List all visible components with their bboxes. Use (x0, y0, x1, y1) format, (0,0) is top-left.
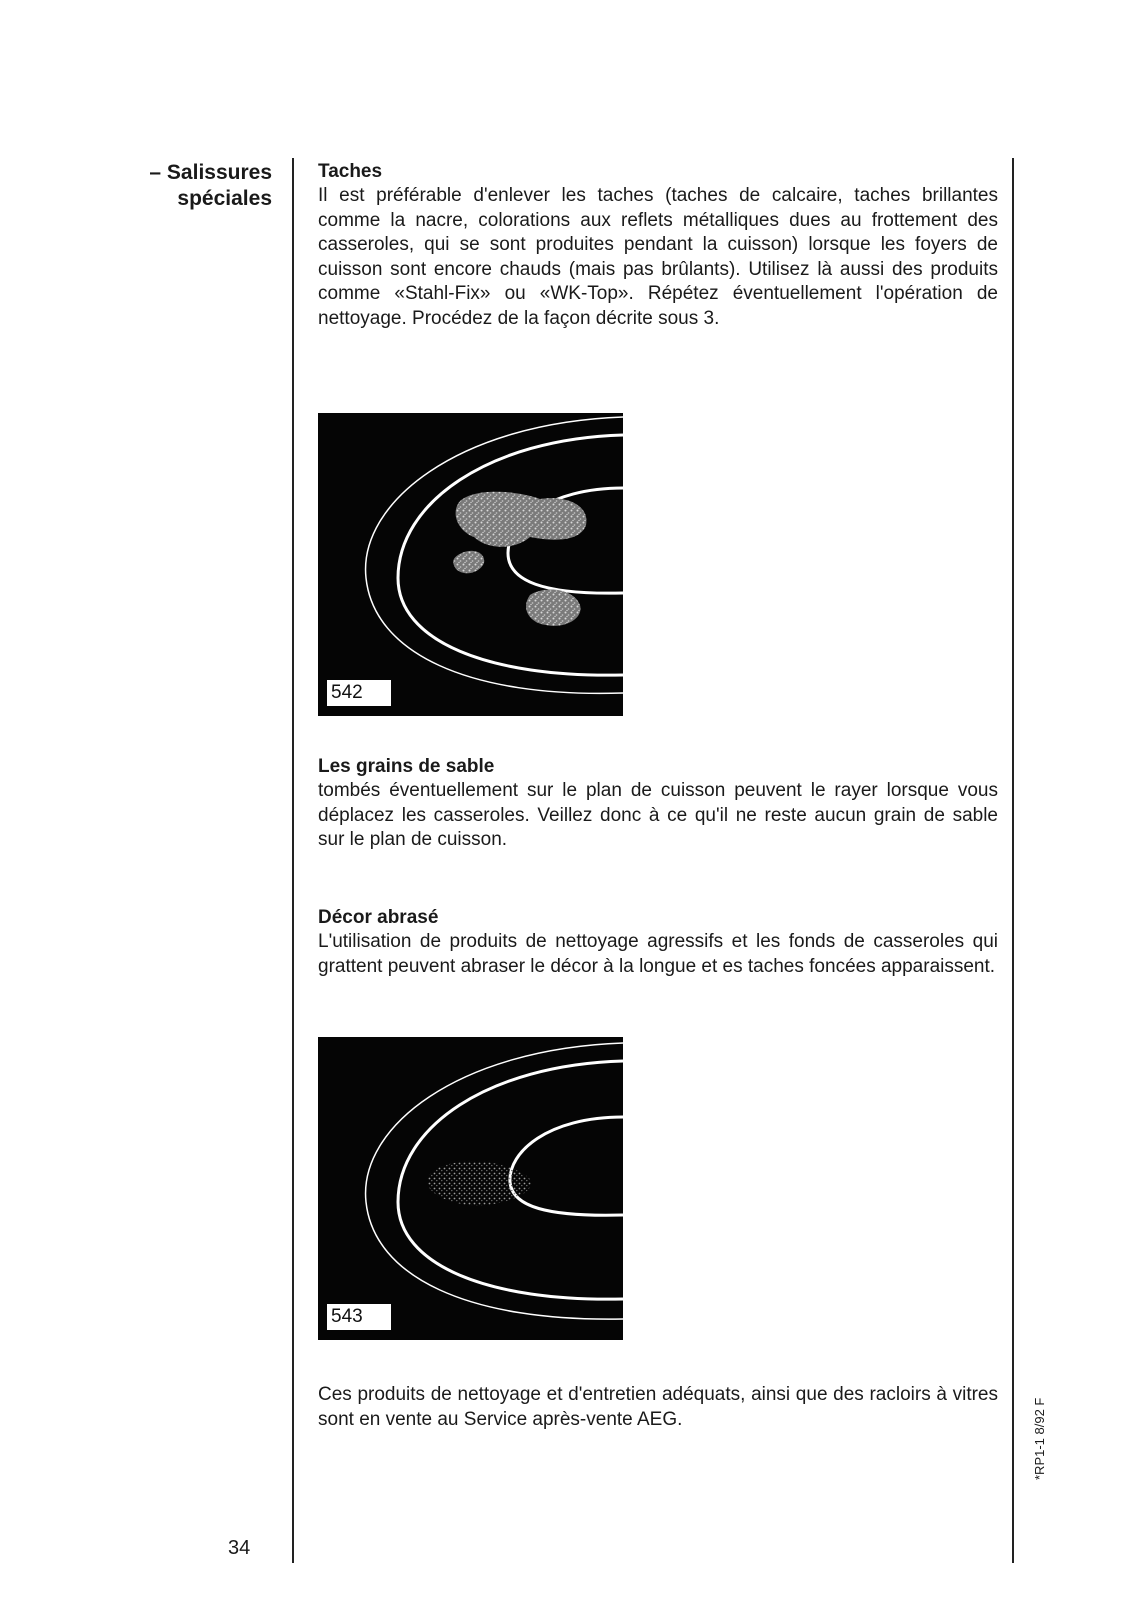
section-taches (318, 160, 998, 332)
section-grains (318, 755, 998, 853)
section-title-taches: Taches (318, 161, 383, 182)
figure-label: 542 (327, 680, 391, 706)
section-text-grains: tombés éventuellement sur le plan de cuisson peuvent le rayer lorsque vous déplacez les casseroles. Veillez donc à ce qu'il ne reste aucun grain de sable sur le plan de cuisson. (318, 780, 998, 851)
stain-shape (526, 590, 581, 626)
section-title-grains: Les grains de sable (318, 756, 495, 777)
side-heading-line-2: spéciales (177, 187, 272, 210)
right-margin-rule (1012, 158, 1014, 1563)
side-heading (80, 160, 272, 212)
hob-stains-illustration (318, 413, 623, 716)
stain-shape (456, 492, 587, 547)
section-final-note (318, 1383, 998, 1432)
final-note-text: Ces produits de nettoyage et d'entretien adéquats, ainsi que des racloirs à vitres sont en vente au Service après-vente AEG. (318, 1384, 998, 1430)
abrasion-shape (427, 1161, 531, 1205)
page-number: 34 (228, 1537, 251, 1559)
section-text-taches: Il est préférable d'enlever les taches (taches de calcaire, taches brillantes comme la nacre, colorations aux reflets métalliques dues au frottement des casseroles, qui se sont produites pendant la cuisson) lorsque les foyers de cuisson sont encore chauds (mais pas brûlants). Utilisez là aussi des produits comme «Stahl-Fix» ou «WK-Top». Répétez éventuellement l'opération de nettoyage. Procédez de la façon décrite sous 3. (318, 185, 998, 329)
document-code: *RP1-1 8/92 F (1032, 1397, 1047, 1480)
section-text-decor: L'utilisation de produits de nettoyage agressifs et les fonds de casseroles qui grattent peuvent abraser le décor à la longue et es taches foncées apparaissent. (318, 931, 998, 977)
section-title-decor: Décor abrasé (318, 907, 439, 928)
abraded-decor-illustration (318, 1037, 623, 1340)
section-decor (318, 906, 998, 979)
figure-542-hob-stains (318, 413, 623, 716)
side-heading-line-1: – Salissures (149, 161, 272, 184)
left-column-rule (292, 158, 294, 1563)
figure-543-abraded-decor (318, 1037, 623, 1340)
figure-label: 543 (327, 1304, 391, 1330)
stain-shape (453, 551, 484, 573)
